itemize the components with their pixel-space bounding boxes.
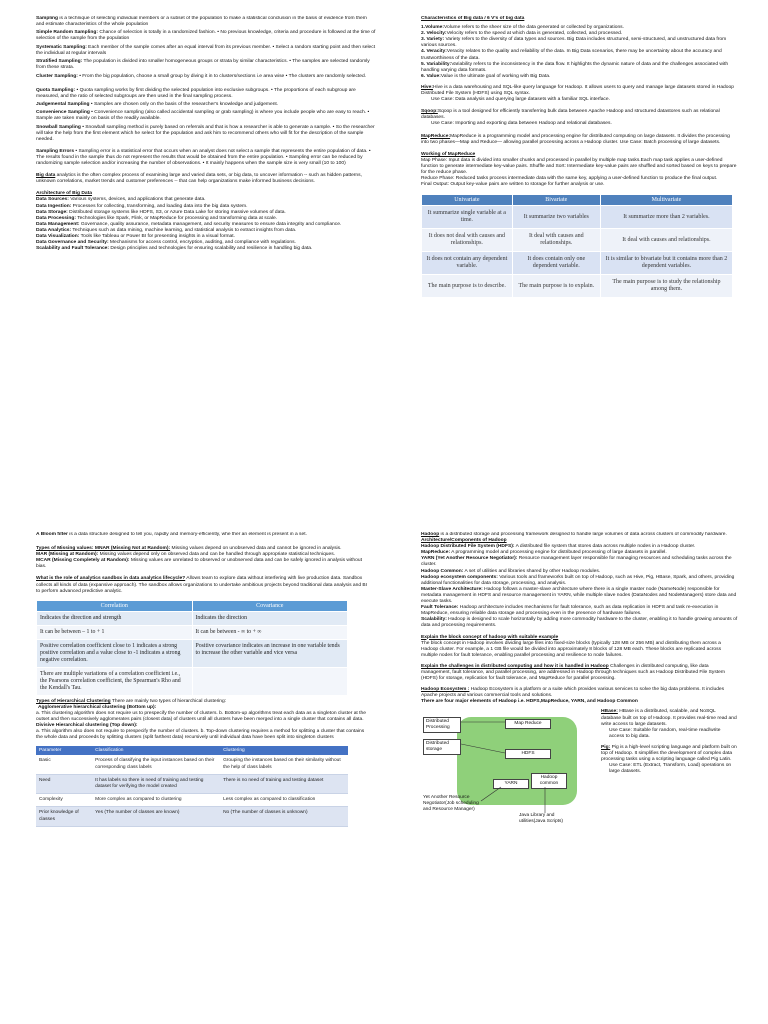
missing-para: MAR (Missing at Random): Missing values depend only on observed data and can be handled through appropriate statistical techniques.	[36, 552, 336, 558]
table-cell: Indicates the direction and strength	[37, 611, 193, 625]
table-cell: It summarize two variables	[512, 206, 600, 229]
distributed-processing-box: Distributed Processing	[423, 717, 461, 732]
hadoop-para: Hadoop is a distributed storage and processing framework designed to handle large volumes of data across clusters of commodity hardware.	[421, 532, 727, 537]
table-row	[37, 667, 348, 695]
table-cell: It does not contain any dependent variable.	[422, 252, 513, 275]
architecture-list	[36, 197, 376, 252]
working-para: Final Output: Output key-value pairs are written to storage for further analysis or use.	[421, 182, 605, 188]
table-header	[422, 195, 733, 206]
agglomerative-text: a. This clustering algorithm does not require us to prespecify the number of clusters. b. Bottom-up algorithms treat each data as a singleton cluster at the outset and then successively agglomerates pairs (closest data) of clusters until all clusters have been merged into a single cluster that contains all data.	[36, 710, 366, 723]
sampling-paragraphs	[36, 16, 376, 185]
hadoop-common-box: Hadoop common	[531, 773, 567, 788]
working-para: Reduce Phase: Reduced tasks process intermediate data with the same key, applying a user-defined function to produce the final output.	[421, 176, 718, 182]
diagram-connectors	[421, 709, 597, 839]
table-cell: It can be between – 1 to + 1	[37, 625, 193, 639]
list-item: 2. Velocity:Velocity refers to the speed at which data is generated, collected, and processed.	[421, 31, 623, 37]
table-cell: The main purpose is to describe.	[422, 275, 513, 298]
hbase-use: Use Case: Suitable for random, real-time read/write access to big data.	[609, 727, 721, 739]
table-cell: Complexity	[36, 794, 92, 807]
components-list	[421, 544, 739, 629]
ecosystem-para: Hadoop Ecosystem : Hadoop Ecosystem is a platform or a suite which provides various services to solve the big data problems. It includes Apache projects and various commercial tools and solutions.	[421, 687, 725, 699]
table-cell: It summarize single variable at a time.	[422, 206, 513, 229]
missing-para: MCAR (Missing Completely at Random): Missing values are unrelated to observed or unobserved data and can be safely ignored in analysis without bias.	[36, 558, 362, 570]
list-item: YARN (Yet Another Resource Negotiator): Resource management layer responsible for managing resources and scheduling tasks across the cluster.	[421, 556, 732, 568]
para: Stratified Sampling: The population is divided into smaller homogeneous groups or strata by similar characteristics. • The samples are selected randomly from these strata.	[36, 59, 370, 71]
para: Big data analytics is the often complex process of examining large and varied data sets, or big data, to uncover information -- such as hidden patterns, unknown correlations, market trends and customer preferences -- that can help organizations make informed business decisions.	[36, 173, 362, 185]
big-data-section	[421, 16, 739, 446]
list-item: Data Visualization: Tools like Tableau or Power BI for presenting insights in a visual format.	[36, 234, 235, 240]
components-title: Architecture/Components of Hadoop	[421, 538, 507, 544]
header-cell: Multivariate	[600, 195, 732, 206]
table-cell: It deal with causes and relationships.	[512, 229, 600, 252]
list-item: 5. Variability:Variability refers to the inconsistency in the data flow. It highlights the dynamic nature of data and the challenges associated with handling varying data formats.	[421, 61, 729, 73]
hadoop-ecosystem-diagram	[421, 709, 597, 839]
table-cell: Basic	[36, 755, 92, 774]
mapreduce-para: MapReduce:MapReduce is a programming model and processing engine for distributed computing on large datasets. It divides the processing into two phases—Map and Reduce— allowing parallel processing across a Hadoop cluster. Use Case: Batch processing of large datasets.	[421, 133, 730, 145]
agglomerative-title: Agglomerative hierarchical clustering (Bottom up):	[38, 704, 157, 710]
list-item: Hadoop Distributed File System (HDFS): A distributed file system that stores data across multiple nodes in a Hadoop cluster.	[421, 544, 696, 550]
table-row	[36, 794, 348, 807]
list-item: Fault Tolerance: Hadoop architecture includes mechanisms for fault tolerance, such as data replication in HDFS and task re-execution in MapReduce, ensuring reliable data storage and processing even in the presence of hardware failures.	[421, 605, 719, 617]
map-reduce-box: Map Reduce	[505, 719, 551, 729]
table-row	[422, 275, 733, 298]
table-row	[36, 774, 348, 793]
table-cell: It can be between - ∞ to + ∞	[192, 625, 348, 639]
table-row	[422, 229, 733, 252]
table-cell: The main purpose is to explain.	[512, 275, 600, 298]
para: Systematic Sampling: Each member of the sample comes after an equal interval from its previous member. • Select a random starting point and then select the individual at regular intervals	[36, 44, 376, 56]
header-cell: Bivariate	[512, 195, 600, 206]
para: Quota Sampling: • Quota sampling works by first dividing the selected population into exclusive subgroups. • The proportions of each subgroup are measured, and the ratio of selected subgroups are then used in the final sampling process.	[36, 87, 356, 99]
block-title: Explain the block concept of hadoop with suitable example	[421, 634, 559, 640]
table-row	[36, 807, 348, 826]
list-item: 1.Volume:Volume refers to the sheer size of the data generated or collected by organizations.	[421, 25, 624, 31]
classification-clustering-table	[36, 746, 348, 826]
sampling-section	[36, 16, 376, 446]
sqoop-para: Sqoop:Sqoop is a tool designed for efficiently transferring bulk data between Apache Hadoop and structured datastores such as relational databases.	[421, 109, 720, 121]
header-cell: Covariance	[192, 600, 348, 611]
pig-use: Use Case: ETL (Extract, Transform, Load) operations on large datasets.	[609, 763, 732, 775]
list-item: Master-Slave Architecture: Hadoop follows a master-slave architecture where there is a single master node (NameNode) responsible for metadata management in HDFS and resource management in YARN, while multiple slave nodes (DataNodes and NodeManagers) store data and execute tasks.	[421, 586, 737, 605]
variate-table	[421, 194, 733, 298]
list-item: Data Management: Governance, quality assurance, metadata management, and security measures to ensure data integrity and compliance.	[36, 221, 342, 227]
para: Sampling is a technique of selecting individual members or a subset of the population to make a statistical conclusion in the basis of evidence from them and estimate characteristics of the whole population	[36, 16, 367, 28]
hierarchical-intro: Types of Hierarchical Clustering There are mainly two types of hierarchical clustering:	[36, 698, 227, 704]
para: Judgemental Sampling • Samples are chosen only on the basis of the researcher's knowledge and judgement.	[36, 101, 279, 107]
para: Simple Random Sampling: Chance of selection is totally in a randomized fashion. • No previous knowledge, criteria and procedure is followed at the time of selection of the sample from the population	[36, 30, 376, 42]
table-cell: More complex as compared to clustering	[92, 794, 220, 807]
table-row	[37, 625, 348, 639]
header-cell: Clustering	[220, 746, 348, 755]
para: Snowball Sampling • Snowball sampling method is purely based on referrals and that is how a researcher is able to generate a sample. • So the researcher will take the help from the first element which he select for the population and ask him to recommend others who will fit for the description of the sample needed.	[36, 124, 375, 142]
list-item: Scalability: Hadoop is designed to scale horizontally by adding more commodity hardware to the cluster, enabling it to handle growing amounts of data and processing requirements.	[421, 617, 738, 629]
para: Convenience Sampling • Convenience sampling (also called accidental sampling or grab sampling) is where you include people who are easy to reach. • Sample are taken mainly on basis of the readily available.	[36, 110, 370, 122]
header-cell: Univariate	[422, 195, 513, 206]
table-row	[422, 206, 733, 229]
vs-list	[421, 25, 739, 80]
list-item: Data Sources: Various systems, devices, and applications that generate data.	[36, 197, 206, 203]
architecture-title: Architecture of Big Data	[36, 191, 92, 197]
four-elements: There are four major elements of Hadoop i.e. HDFS,MapReduce, YARN, and Hadoop Common	[421, 699, 638, 705]
table-cell: It does not deal with causes and relationships.	[422, 229, 513, 252]
ecosystem-area	[421, 709, 739, 839]
yarn-description: Yet Another Resource Negotiator(Job scheduling and Resource Manager)	[423, 795, 479, 812]
hive-use: Use Case: Data analysis and querying large datasets with a familiar SQL interface.	[431, 97, 610, 103]
table-cell: No (The number of classes is unknown)	[220, 807, 348, 826]
analytics-section	[36, 532, 372, 1017]
table-cell: There is no need of training and testing dataset	[220, 774, 348, 793]
table-cell: Indicates the direction	[192, 611, 348, 625]
list-item: Data Processing: Technologies like Spark, Flink, or MapReduce for processing and transforming data at scale.	[36, 215, 278, 221]
table-header	[36, 746, 348, 755]
divisive-title: Divisive Hierarchical clustering (Top down):	[36, 723, 138, 729]
block-text: The block concept in Hadoop involves dividing large files into fixed-size blocks (typically 128 MB or 256 MB) and distributing them across a Hadoop cluster. For example, a 1 GB file would be divided into approximately 8 blocks of 128 MB each. These blocks are replicated across multiple nodes for fault tolerance, enabling parallel processing and resilience to node failures.	[421, 640, 722, 658]
table-cell: Less complex as compared to classification	[220, 794, 348, 807]
list-item: 6. Value:Value is the ultimate goal of working with Big Data.	[421, 73, 551, 79]
table-cell: Process of classifying the input instances based on their corresponding class labels	[92, 755, 220, 774]
list-item: 3. Variety: Variety refers to the diversity of data types and sources. Big Data includes structured, semi-structured, and unstructured data from various sources.	[421, 37, 727, 49]
table-cell: Need	[36, 774, 92, 793]
bloom-para: A Bloom filter is a data structure designed to tell you, rapidly and memory-efficiently, whe ther an element is present in a set.	[36, 532, 307, 537]
working-title: Working of MapReduce	[421, 151, 476, 157]
table-cell: It summarize more than 2 variables.	[600, 206, 732, 229]
table-cell: The main purpose is to study the relationship among them.	[600, 275, 732, 298]
hive-para: Hive:Hive is a data warehousing and SQL-like query language for Hadoop. It allows users to query and manage large datasets stored in Hadoop Distributed File System (HDFS) using SQL syntax.	[421, 84, 734, 97]
table-cell: It deal with causes and relationships.	[600, 229, 732, 252]
table-cell: Grouping the instances based on their similarity without the help of class labels	[220, 755, 348, 774]
para: Sampling Errors • Sampling error is a statistical error that occurs when an analyst does not select a sample that represents the entire population of data. • The results found in the sample thus do not represent the results that would be obtained from the entire population. • Sampling error can be reduced by randomizing sample selection and/or increasing the number of observations. • It mainly happens when the sample size is very small (10 to 100)	[36, 148, 371, 167]
divisive-text: a. This algorithm also does not require to prespecify the number of clusters. b. Top-down clustering requires a method for splitting a cluster that contains the whole data and proceeds by splitting clusters (split farthest data) recursively until individual data have been split into singleton clusters	[36, 729, 365, 741]
distributed-storage-box: Distributed storage	[423, 739, 461, 754]
table-header	[37, 600, 348, 611]
yarn-box: YARN	[493, 779, 529, 789]
hdfs-box: HDFS	[505, 749, 551, 759]
table-cell: Yes (The number of classes are known)	[92, 807, 220, 826]
para: Cluster Sampling: • From the big population, choose a small group by diving it in to clusters/sections i.e area wise • The clusters are randomly selected.	[36, 73, 367, 79]
table-row	[36, 755, 348, 774]
table-cell: It has labels so there is need of training and testing dataset for verifying the model created	[92, 774, 220, 793]
table-cell: It is similar to bivariate but it contains more than 2 dependent variables.	[600, 252, 732, 275]
list-item: 4. Veracity:Veracity relates to the quality and reliability of the data. In Big Data scenarios, there may be uncertainty about the accuracy and trustworthiness of the data.	[421, 49, 722, 61]
sqoop-use: Use Case: Importing and exporting data between Hadoop and relational databases.	[431, 121, 612, 127]
header-cell: Classification	[92, 746, 220, 755]
correlation-table	[36, 600, 348, 696]
hbase-para: HBase: HBase is a distributed, scalable, and NoSQL database built on top of Hadoop. It provides real-time read and write access to large datasets.	[601, 709, 737, 727]
table-cell: There are multiple variations of a correlation coefficient i.e., the Pearsons correlation coefficient, the Spearman's Rho and the Kendall's Tau.	[37, 667, 193, 695]
list-item: Data Ingestion: Processes for collecting, transforming, and loading data into the big data system.	[36, 203, 248, 209]
list-item: Data Storage: Distributed storage systems like HDFS, S3, or Azure Data Lake for storing massive volumes of data.	[36, 209, 286, 215]
sandbox-para: What is the role of analytics sandbox in data analytics lifecycle? Allows team to explore data without interfering with live production data. Sandbox collects all kinds of data (expansive approach). The sandbox allows organizations to undertake ambitious projects beyond traditional data analysis and BI to perform advanced predictive analytic.	[36, 576, 368, 594]
table-row	[37, 639, 348, 667]
table-cell: Positive covariance indicates an increase in one variable tends to increase the other variable and vice versa	[192, 639, 348, 667]
java-library-label: Java Library and utilities(Java Scripts)	[519, 813, 563, 825]
list-item: Data Analytics: Techniques such as data mining, machine learning, and statistical analysis to extract insights from data.	[36, 227, 297, 233]
header-cell: Parameter	[36, 746, 92, 755]
challenges-para: Explain the challenges in distributed computing and how it is handled in Hadoop Challenges in distributed computing, like data management, fault tolerance, and parallel processing, are addressed in Hadoop through techniques such as Hadoop Distributed File System (HDFS) for storage, replication for fault tolerance, and MapReduce for parallel processing.	[421, 663, 725, 682]
list-item: MapReduce: A programming model and processing engine for distributed processing of large datasets in parallel.	[421, 550, 667, 556]
table-cell	[192, 667, 348, 695]
table-cell: It does contain only one dependent variable.	[512, 252, 600, 275]
characteristics-title: Characteristics of Big data / 6 V's of big data	[421, 16, 525, 21]
hadoop-section	[421, 532, 739, 1012]
pig-para: Pig: Pig is a high-level scripting language and platform built on top of Hadoop. It simplifies the development of complex data processing tasks using a scripting language called Pig Latin.	[601, 744, 737, 763]
list-item: Hadoop ecosystem components: Various tools and frameworks built on top of Hadoop, such as Hive, Pig, HBase, Spark, and others, providing additional functionalities for data storage, processing, and analysis.	[421, 574, 735, 586]
table-row	[37, 611, 348, 625]
table-cell: Positive correlation coefficient close to 1 indicates a strong positive correlation and a value close to -1 indicates a strong negative correlation.	[37, 639, 193, 667]
list-item: Data Governance and Security: Mechanisms for access control, encryption, auditing, and compliance with regulations.	[36, 240, 296, 246]
working-para: Map Phase: Input data is divided into smaller chunks and processed in parallel by multiple map tasks.Each map task applies a user-defined function to generate intermediate key-value pairs. Shuffle and Sort: Intermediate key-value pairs are shuffled and sorted based on keys to prepare for the reduce phase.	[421, 157, 737, 175]
table-row	[422, 252, 733, 275]
list-item: Hadoop Common: A set of utilities and libraries shared by other Hadoop modules.	[421, 568, 601, 574]
ecosystem-tools	[601, 709, 737, 777]
table-cell: Prior knowledge of classes	[36, 807, 92, 826]
header-cell: Correlation	[37, 600, 193, 611]
list-item: Scalability and Fault Tolerance: Design principles and technologies for ensuring scalability and resilience in handling big data.	[36, 246, 313, 252]
missing-para: Types of Missing values: MNAR (Missing Not at Random): Missing values depend on unobserved data and cannot be ignored in analysis.	[36, 546, 342, 552]
